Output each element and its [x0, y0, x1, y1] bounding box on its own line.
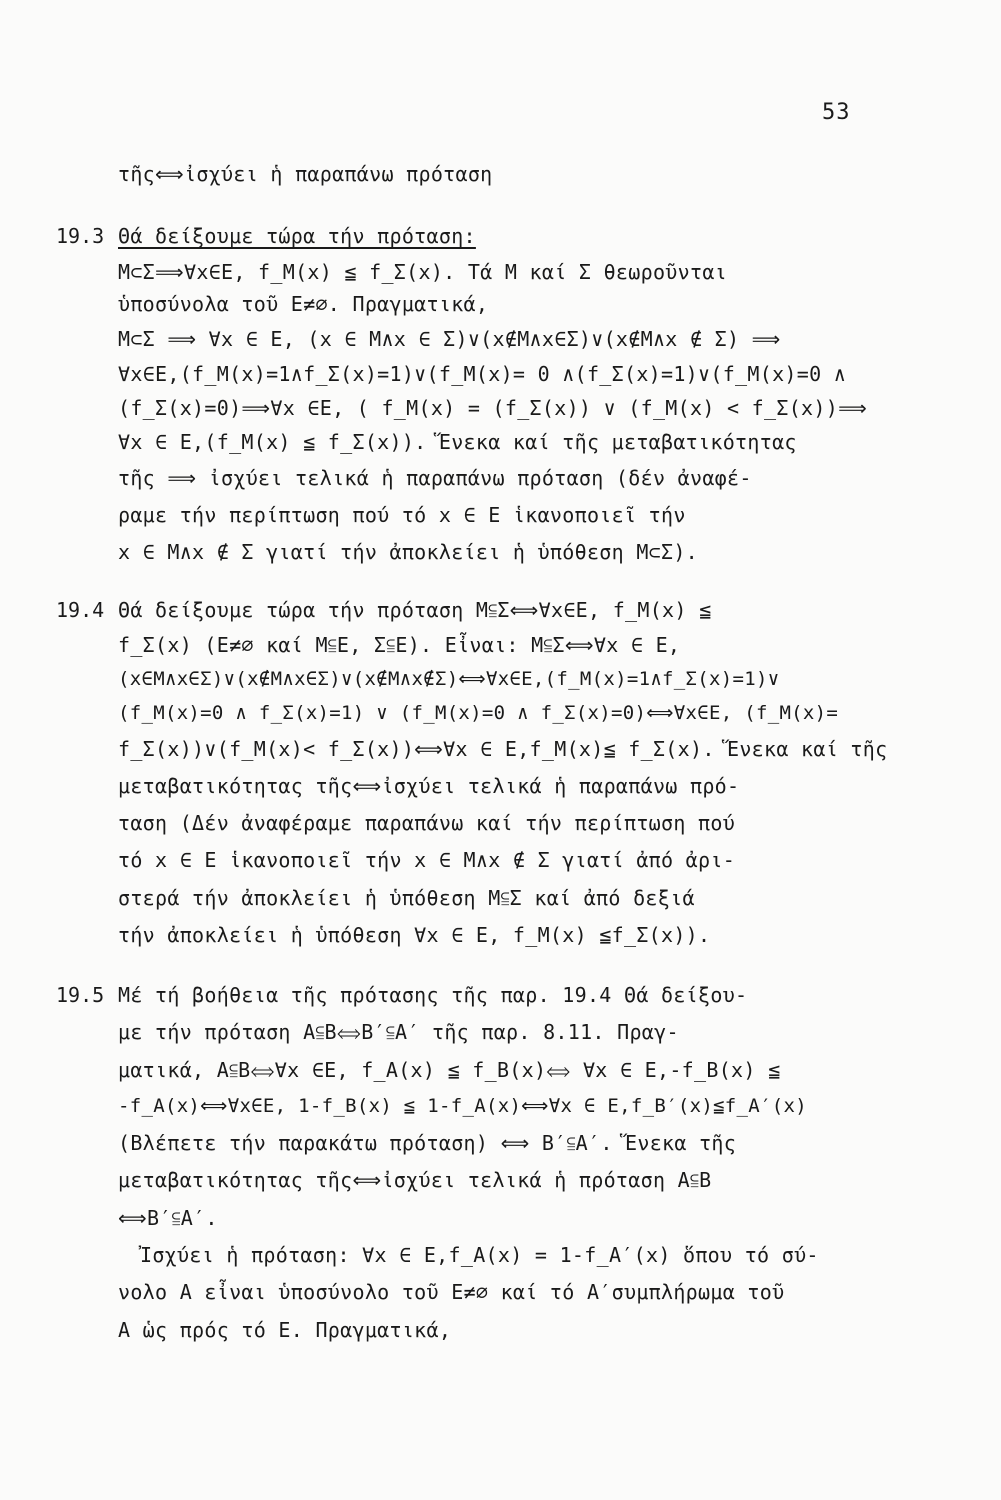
- text-line: (f_M(x)=0 ∧ f_Σ(x)=1) ∨ (f_M(x)=0 ∧ f_Σ(x)=0)⟺∀x∈E, (f_M(x)=: [118, 702, 839, 724]
- text-line: στερά τήν ἀποκλείει ἡ ὑπόθεση M⫅Σ καί ἀπό δεξιά: [118, 886, 695, 910]
- text-line: τῆς ⟹ ἰσχύει τελικά ἡ παραπάνω πρόταση (δέν ἀναφέ-: [118, 466, 752, 490]
- text-line: νολο A εἶναι ὑποσύνολο τοῦ E≠∅ καί τό A′συμπλήρωμα τοῦ: [118, 1280, 785, 1304]
- text-line: -f_A(x)⟺∀x∈E, 1-f_B(x) ≦ 1-f_A(x)⟺∀x ∈ E,f_B′(x)≦f_A′(x): [118, 1095, 807, 1117]
- text-line: τῆς⟺ἰσχύει ἡ παραπάνω πρόταση: [118, 162, 493, 186]
- text-line: ⟺B′⫅A′.: [118, 1206, 218, 1230]
- section-number: 19.4: [56, 598, 105, 622]
- page-number: 53: [822, 100, 851, 125]
- text-line: μεταβατικότητας τῆς⟺ἰσχύει τελικά ἡ πρόταση A⫅B: [118, 1168, 712, 1192]
- text-line: (x∈M∧x∈Σ)∨(x∉M∧x∈Σ)∨(x∉M∧x∉Σ)⟺∀x∈E,(f_M(x)=1∧f_Σ(x)=1)∨: [118, 668, 780, 690]
- text-line: με τήν πρόταση A⫅B⟺B′⫅A′ τῆς παρ. 8.11. Πραγ-: [118, 1020, 679, 1044]
- text-line: Θά δείξουμε τώρα τήν πρόταση M⫅Σ⟺∀x∈E, f_M(x) ≦: [118, 598, 712, 622]
- section-number: 19.5: [56, 983, 105, 1007]
- text-line: τήν ἀποκλείει ἡ ὑπόθεση ∀x ∈ E, f_M(x) ≦f_Σ(x)).: [118, 923, 711, 947]
- text-line: x ∈ M∧x ∉ Σ γιατί τήν ἀποκλείει ἡ ὑπόθεση M⊂Σ).: [118, 540, 699, 564]
- text-line: ραμε τήν περίπτωση πού τό x ∈ E ἱκανοποιεῖ τήν: [118, 503, 686, 527]
- text-line: τό x ∈ E ἱκανοποιεῖ τήν x ∈ M∧x ∉ Σ γιατί ἀπό ἀρι-: [118, 848, 736, 872]
- text-line: Μέ τή βοήθεια τῆς πρότασης τῆς παρ. 19.4 Θά δείξου-: [118, 983, 748, 1007]
- text-line: ∀x ∈ E,(f_M(x) ≦ f_Σ(x)). Ἕνεκα καί τῆς μεταβατικότητας: [118, 430, 797, 454]
- section-number: 19.3: [56, 224, 105, 248]
- section-heading: Θά δείξουμε τώρα τήν πρόταση:: [118, 224, 476, 248]
- text-line: ∀x∈E,(f_M(x)=1∧f_Σ(x)=1)∨(f_M(x)= 0 ∧(f_Σ(x)=1)∨(f_M(x)=0 ∧: [118, 362, 847, 386]
- text-line: ὑποσύνολα τοῦ E≠∅. Πραγματικά,: [118, 292, 489, 316]
- text-line: (Βλέπετε τήν παρακάτω πρόταση) ⟺ B′⫅A′. Ἕνεκα τῆς: [118, 1131, 737, 1155]
- text-line: M⊂Σ ⟹ ∀x ∈ E, (x ∈ M∧x ∈ Σ)∨(x∉M∧x∈Σ)∨(x∉M∧x ∉ Σ) ⟹: [118, 327, 781, 351]
- text-line: ταση (Δέν ἀναφέραμε παραπάνω καί τήν περίπτωση πού: [118, 811, 736, 835]
- text-line: Ἰσχύει ἡ πρόταση: ∀x ∈ E,f_A(x) = 1-f_A′(x) ὅπου τό σύ-: [140, 1243, 819, 1267]
- text-line: μεταβατικότητας τῆς⟺ἰσχύει τελικά ἡ παραπάνω πρό-: [118, 774, 740, 798]
- text-line: f_Σ(x) (E≠∅ καί M⫅E, Σ⫅E). Εἶναι: M⫅Σ⟺∀x ∈ E,: [118, 633, 681, 657]
- text-line: A ὡς πρός τό E. Πραγματικά,: [118, 1318, 452, 1342]
- text-line: ματικά, A⫅B⟺∀x ∈E, f_A(x) ≦ f_B(x)⟺ ∀x ∈ E,-f_B(x) ≦: [118, 1058, 781, 1082]
- text-line: f_Σ(x))∨(f_M(x)< f_Σ(x))⟺∀x ∈ E,f_M(x)≦ f_Σ(x). Ἕνεκα καί τῆς: [118, 737, 888, 761]
- text-line: M⊂Σ⟹∀x∈E, f_M(x) ≦ f_Σ(x). Τά M καί Σ θεωροῦνται: [118, 260, 727, 284]
- text-line: (f_Σ(x)=0)⟹∀x ∈E, ( f_M(x) = (f_Σ(x)) ∨ (f_M(x) < f_Σ(x))⟹: [118, 396, 868, 420]
